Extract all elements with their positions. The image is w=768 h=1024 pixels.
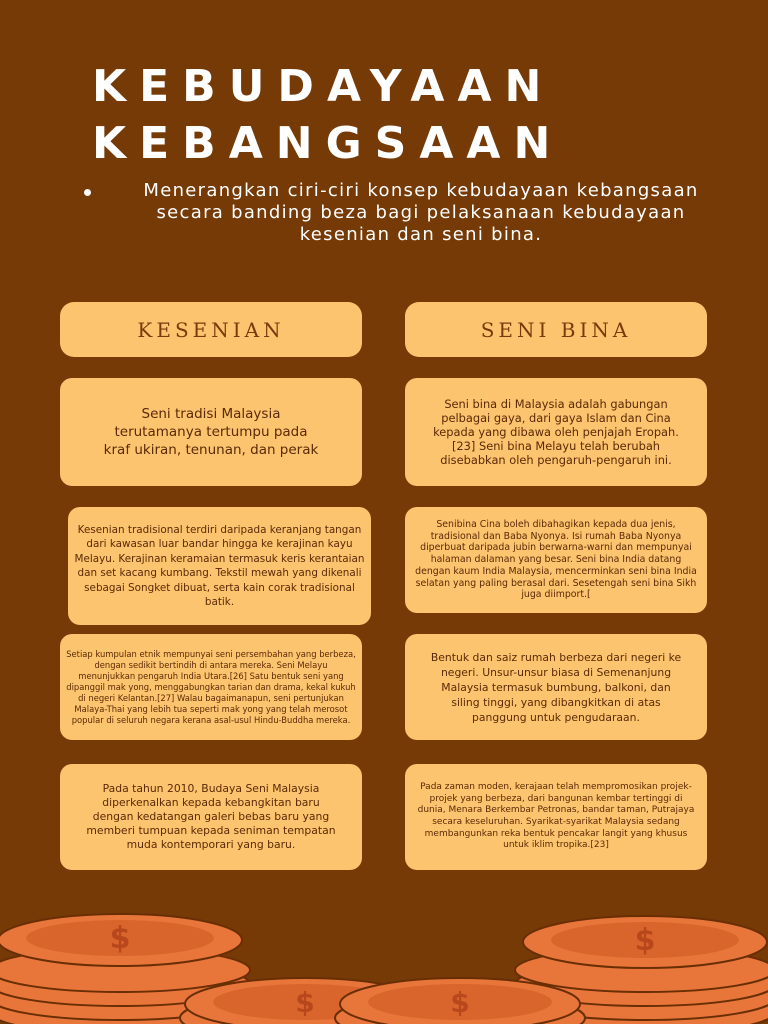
objective-bullet [84,180,724,246]
seni-bina-card-4 [405,764,707,870]
kesenian-text-4: Pada tahun 2010, Budaya Seni Malaysia diperkenalkan kepada kebangkitan baru dengan kedatangan galeri bebas baru yang memberi tumpuan kepada seniman tempatan muda kontemporari yang baru. [86,782,336,851]
kesenian-header-label: KESENIAN [137,317,285,342]
seni-bina-card-2 [405,507,707,613]
kesenian-text-2: Kesenian tradisional terdiri daripada keranjang tangan dari kawasan luar bandar hingga ke kerajinan kayu Melayu. Kerajinan keramaian termasuk keris kerantaian dan set kacang kumbang. Tekstil mewah yang dikenali sebagai Songket dibuat, serta kain corak tradisional batik. [74,523,365,608]
seni-bina-header [405,302,707,357]
bullet-dot-icon [84,189,91,196]
kesenian-card-4 [60,764,362,870]
kesenian-text-1: Seni tradisi Malaysia terutamanya tertumpu pada kraf ukiran, tenunan, dan perak [103,406,319,458]
svg-text:$: $ [450,986,470,1019]
svg-text:$: $ [109,921,131,956]
seni-bina-card-1 [405,378,707,486]
title-line-1: KEBUDAYAAN [92,61,555,112]
svg-text:$: $ [634,923,656,958]
seni-bina-text-1: Seni bina di Malaysia adalah gabungan pelbagai gaya, dari gaya Islam dan Cina kepada yang dibawa oleh penjajah Eropah.[23] Seni bina Melayu telah berubah disebabkan oleh pengaruh-pengaruh ini. [433,397,679,467]
seni-bina-text-2: Senibina Cina boleh dibahagikan kepada dua jenis, tradisional dan Baba Nyonya. Isi rumah Baba Nyonya diperbuat daripada jubin berwarna-warni dan mempunyai halaman dalaman yang besar. Seni bina India datang dengan kaum India Malaysia, mencerminkan seni bina India selatan yang paling berasal dari. Sesetengah seni bina Sikh juga diimport.[ [415,518,697,601]
title-line-2: KEBANGSAAN [92,118,564,169]
kesenian-card-1 [60,378,362,486]
objective-text: Menerangkan ciri-ciri konsep kebudayaan kebangsaan secara banding beza bagi pelaksanaan kebudayaan kesenian dan seni bina. [143,180,699,245]
coin-stacks-decoration [0,900,768,1024]
page-title [92,58,732,172]
kesenian-text-3: Setiap kumpulan etnik mempunyai seni persembahan yang berbeza, dengan sedikit bertindih di antara mereka. Seni Melayu menunjukkan pengaruh India Utara.[26] Satu bentuk seni yang dipanggil mak yong, menggabungkan tarian dan drama, kekal kukuh di negeri Kelantan.[27] Walau bagaimanapun, seni pertunjukan Malaya-Thai yang lebih tua seperti mak yong yang telah merosot popular di seluruh negara kerana asal-usul Hindu-Buddha mereka. [66,648,356,725]
kesenian-header [60,302,362,357]
kesenian-card-2 [68,507,371,625]
svg-text:$: $ [295,986,315,1019]
seni-bina-card-3 [405,634,707,740]
seni-bina-text-3: Bentuk dan saiz rumah berbeza dari negeri ke negeri. Unsur-unsur biasa di Semenanjung Malaysia termasuk bumbung, balkoni, dan siling tinggi, yang dibangkitkan di atas panggung untuk pengudaraan. [430,650,682,724]
seni-bina-header-label: SENI BINA [480,317,632,342]
kesenian-card-3 [60,634,362,740]
center-coin-stack-icon [180,978,585,1024]
seni-bina-text-4: Pada zaman moden, kerajaan telah mempromosikan projek-projek yang berbeza, dari bangunan kembar tertinggi di dunia, Menara Berkembar Petronas, bandar taman, Putrajaya secara keseluruhan. Syarikat-syarikat Malaysia sedang membangunkan reka bentuk pencakar langit yang khusus untuk iklim tropika.[23] [417,782,695,851]
